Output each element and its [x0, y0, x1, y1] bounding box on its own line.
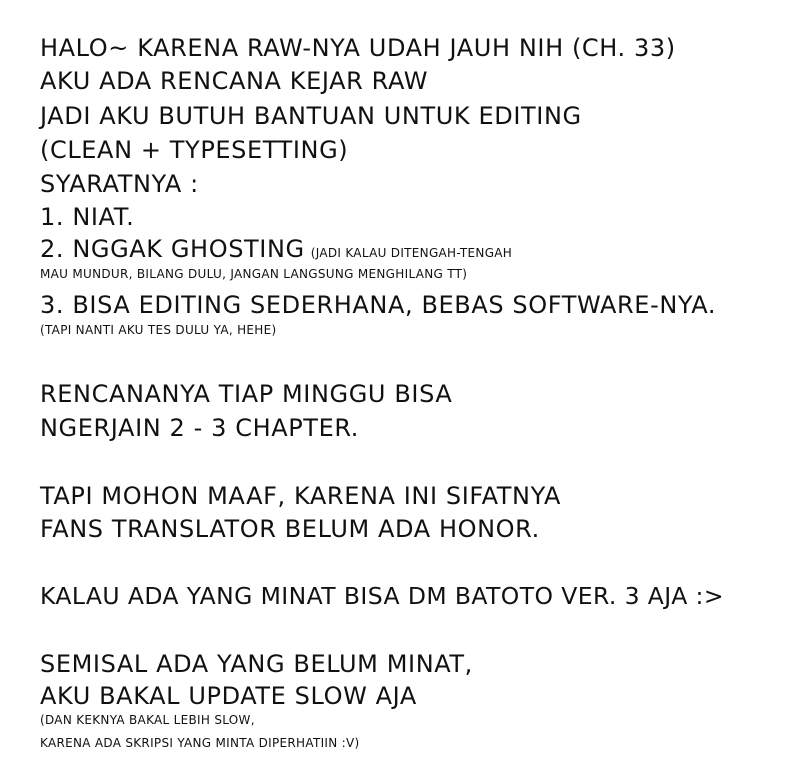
requirement-item-3-note: (TAPI NANTI AKU TES DULU YA, HEHE) — [40, 323, 277, 337]
requirement-item-1: 1. NIAT. — [40, 203, 135, 231]
requirement-item-2-main: 2. NGGAK GHOSTING — [40, 235, 305, 263]
plan-line-1: RENCANANYA TIAP MINGGU BISA — [40, 380, 453, 408]
requirement-item-2-note-continued: MAU MUNDUR, BILANG DULU, JANGAN LANGSUNG MENGHILANG TT) — [40, 267, 468, 281]
closing-line-1: SEMISAL ADA YANG BELUM MINAT, — [40, 650, 473, 678]
intro-line-1: HALO~ KARENA RAW-NYA UDAH JAUH NIH (CH. 33) — [40, 34, 676, 62]
requirement-item-3: 3. BISA EDITING SEDERHANA, BEBAS SOFTWARE-NYA. — [40, 291, 717, 319]
closing-note-1: (DAN KEKNYA BAKAL LEBIH SLOW, — [40, 713, 255, 727]
requirements-heading: SYARATNYA : — [40, 170, 199, 198]
plan-line-2: NGERJAIN 2 - 3 CHAPTER. — [40, 414, 359, 442]
intro-line-2: AKU ADA RENCANA KEJAR RAW — [40, 67, 429, 95]
contact-line: KALAU ADA YANG MINAT BISA DM BATOTO VER. 3 AJA :> — [40, 582, 724, 610]
closing-note-2: KARENA ADA SKRIPSI YANG MINTA DIPERHATIIN :V) — [40, 736, 360, 750]
apology-line-2: FANS TRANSLATOR BELUM ADA HONOR. — [40, 515, 540, 543]
apology-line-1: TAPI MOHON MAAF, KARENA INI SIFATNYA — [40, 482, 561, 510]
intro-line-4: (CLEAN + TYPESETTING) — [40, 136, 349, 164]
requirement-item-2 — [40, 235, 512, 267]
closing-line-2: AKU BAKAL UPDATE SLOW AJA — [40, 682, 417, 710]
requirement-item-2-note: (JADI KALAU DITENGAH-TENGAH — [310, 246, 513, 260]
intro-line-3: JADI AKU BUTUH BANTUAN UNTUK EDITING — [40, 102, 582, 130]
